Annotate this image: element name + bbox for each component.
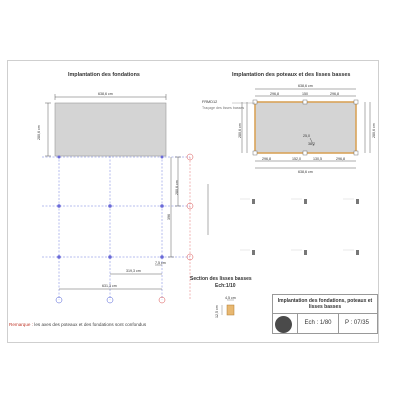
post xyxy=(303,100,307,104)
foundation-plan-title: Implantation des fondations xyxy=(68,72,140,78)
post-dim-bottom-1: 296,8 xyxy=(262,157,271,161)
post-dim-bottom-2: 152,0 xyxy=(292,157,301,161)
foundation-dim-total: 631,3 cm xyxy=(102,284,117,288)
section-dim-height: 12,5 cm xyxy=(215,305,219,318)
post-dim-bottom-total: 638,6 cm xyxy=(298,170,313,174)
foundation-point xyxy=(108,204,112,208)
post xyxy=(354,151,358,155)
remark-text: les axes des poteaux et des fondations sont confondus xyxy=(34,322,147,327)
remark xyxy=(9,322,146,327)
post-detail xyxy=(304,250,307,255)
post-detail xyxy=(356,250,359,255)
foundation-dim-small: 7,5 cm xyxy=(155,261,166,265)
post-detail xyxy=(304,199,307,204)
foundation-dim-mid: 319,3 cm xyxy=(126,269,141,273)
foundation-dim-left: 280,6 cm xyxy=(37,125,41,140)
post-dim-bottom-4: 296,8 xyxy=(336,157,345,161)
foundation-point xyxy=(108,255,112,259)
post-plan-slab xyxy=(255,102,356,153)
post-dim-top-1: 296,8 xyxy=(270,92,279,96)
post-detail xyxy=(356,199,359,204)
foundation-dim-right-2: 396 xyxy=(167,214,171,220)
title-block-title: Implantation des fondations, poteaux et lisses basses xyxy=(273,295,377,314)
post-detail xyxy=(252,250,255,255)
post-dim-bottom-3: 130,5 xyxy=(313,157,322,161)
post-dim-left: 280,6 cm xyxy=(238,123,242,138)
inner-label-2: 38,2 xyxy=(308,142,315,146)
post-dim-right: 280,6 cm xyxy=(372,123,376,138)
logo-icon xyxy=(275,316,292,333)
foundation-dim-right-1: 280,6 cm xyxy=(175,180,179,195)
foundation-point xyxy=(57,255,61,259)
title-block xyxy=(272,294,378,334)
post xyxy=(354,100,358,104)
post-dim-top: 638,6 cm xyxy=(298,84,313,88)
post xyxy=(253,100,257,104)
remark-label: Remarque : xyxy=(9,322,34,327)
foundation-point xyxy=(161,156,164,159)
lisse-section xyxy=(227,305,234,315)
foundation-point xyxy=(57,204,61,208)
post-detail xyxy=(252,199,255,204)
post-dim-top-3: 296,8 xyxy=(330,92,339,96)
foundation-point xyxy=(160,255,164,259)
inner-label-1: 25,0 xyxy=(303,134,310,138)
post-plan-title: Implantation des poteaux et des lisses basses xyxy=(232,72,351,78)
title-block-page: P : 07/35 xyxy=(345,320,369,326)
section-scale: Ech:1/10 xyxy=(215,283,236,289)
foundation-point xyxy=(160,204,164,208)
post xyxy=(253,151,257,155)
section-dim-width: 4,5 cm xyxy=(225,296,236,300)
foundation-point xyxy=(58,156,61,159)
foundation-dim-top: 638,6 cm xyxy=(98,92,113,96)
section-title: Section des lisses basses xyxy=(190,276,252,282)
callout-text: Traçage des lisses basses xyxy=(202,106,245,110)
post-dim-top-2: 150 xyxy=(302,92,308,96)
title-block-scale: Ech : 1/80 xyxy=(297,314,339,333)
slab-area xyxy=(55,103,166,156)
post xyxy=(303,151,307,155)
callout-code: FRMD12 xyxy=(202,100,218,104)
